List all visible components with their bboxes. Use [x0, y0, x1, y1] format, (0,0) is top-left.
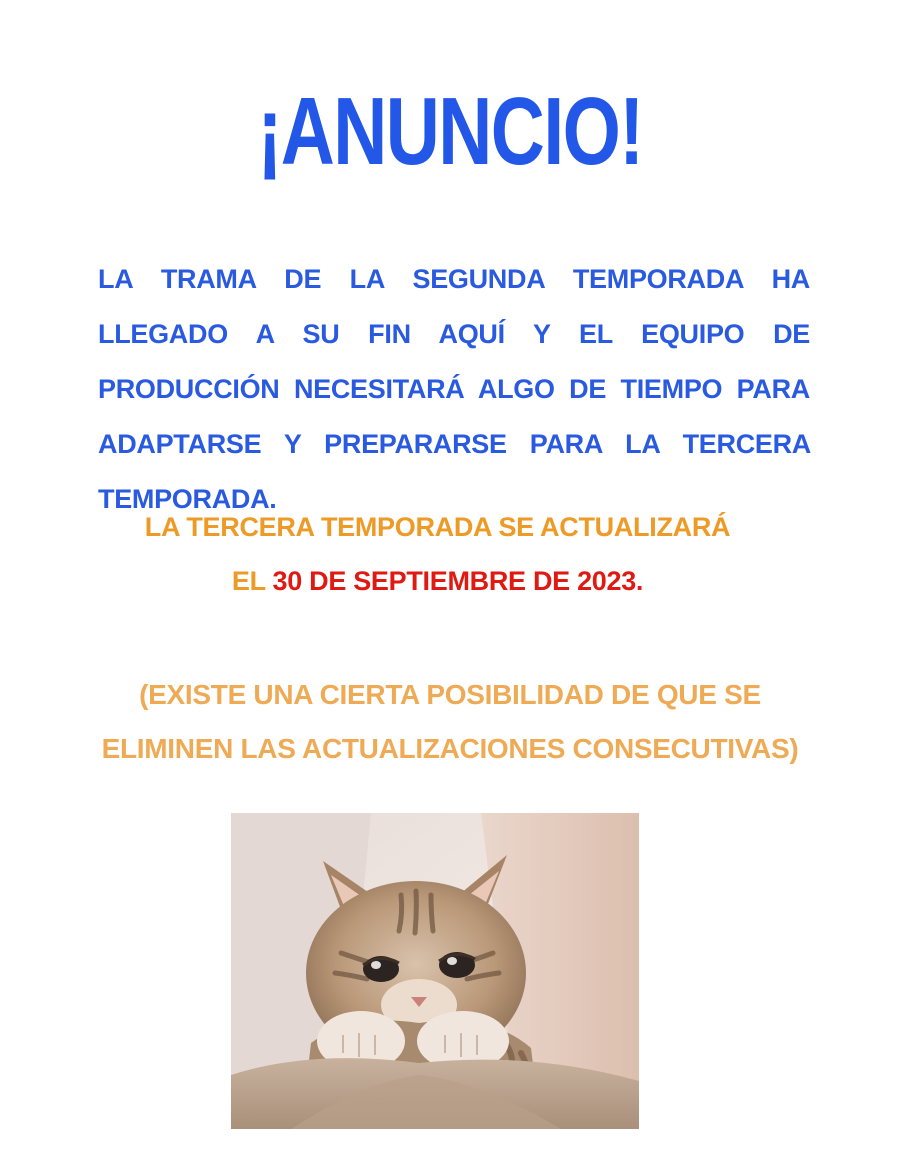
disclaimer-note [0, 668, 900, 776]
body-line: TIEMPO PARA ADAPTARSE Y PREPARARSE PARA LA TERCERA [98, 374, 810, 459]
cat-illustration [231, 813, 639, 1129]
body-line: AQUÍ Y EL EQUIPO DE PRODUCCIÓN NECESITARÁ ALGO DE [98, 319, 810, 404]
season-update-notice [0, 500, 875, 608]
body-line: TEMPORADA. [98, 484, 277, 514]
update-prefix: EL [231, 566, 266, 596]
announcement-title: ¡ANUNCIO! [257, 78, 643, 185]
update-date-line [0, 554, 875, 608]
update-line: LA TERCERA TEMPORADA SE ACTUALIZARÁ [144, 512, 731, 542]
cat-photo [231, 813, 639, 1129]
update-date: 30 DE SEPTIEMBRE DE 2023. [272, 566, 644, 596]
body-line: LA TRAMA DE LA SEGUNDA TEMPORADA HA LLEGADO A SU FIN [98, 264, 810, 349]
note-line: ELIMINEN LAS ACTUALIZACIONES CONSECUTIVAS) [101, 733, 799, 764]
note-line: (EXISTE UNA CIERTA POSIBILIDAD DE QUE SE [139, 679, 761, 710]
announcement-body [98, 252, 810, 527]
